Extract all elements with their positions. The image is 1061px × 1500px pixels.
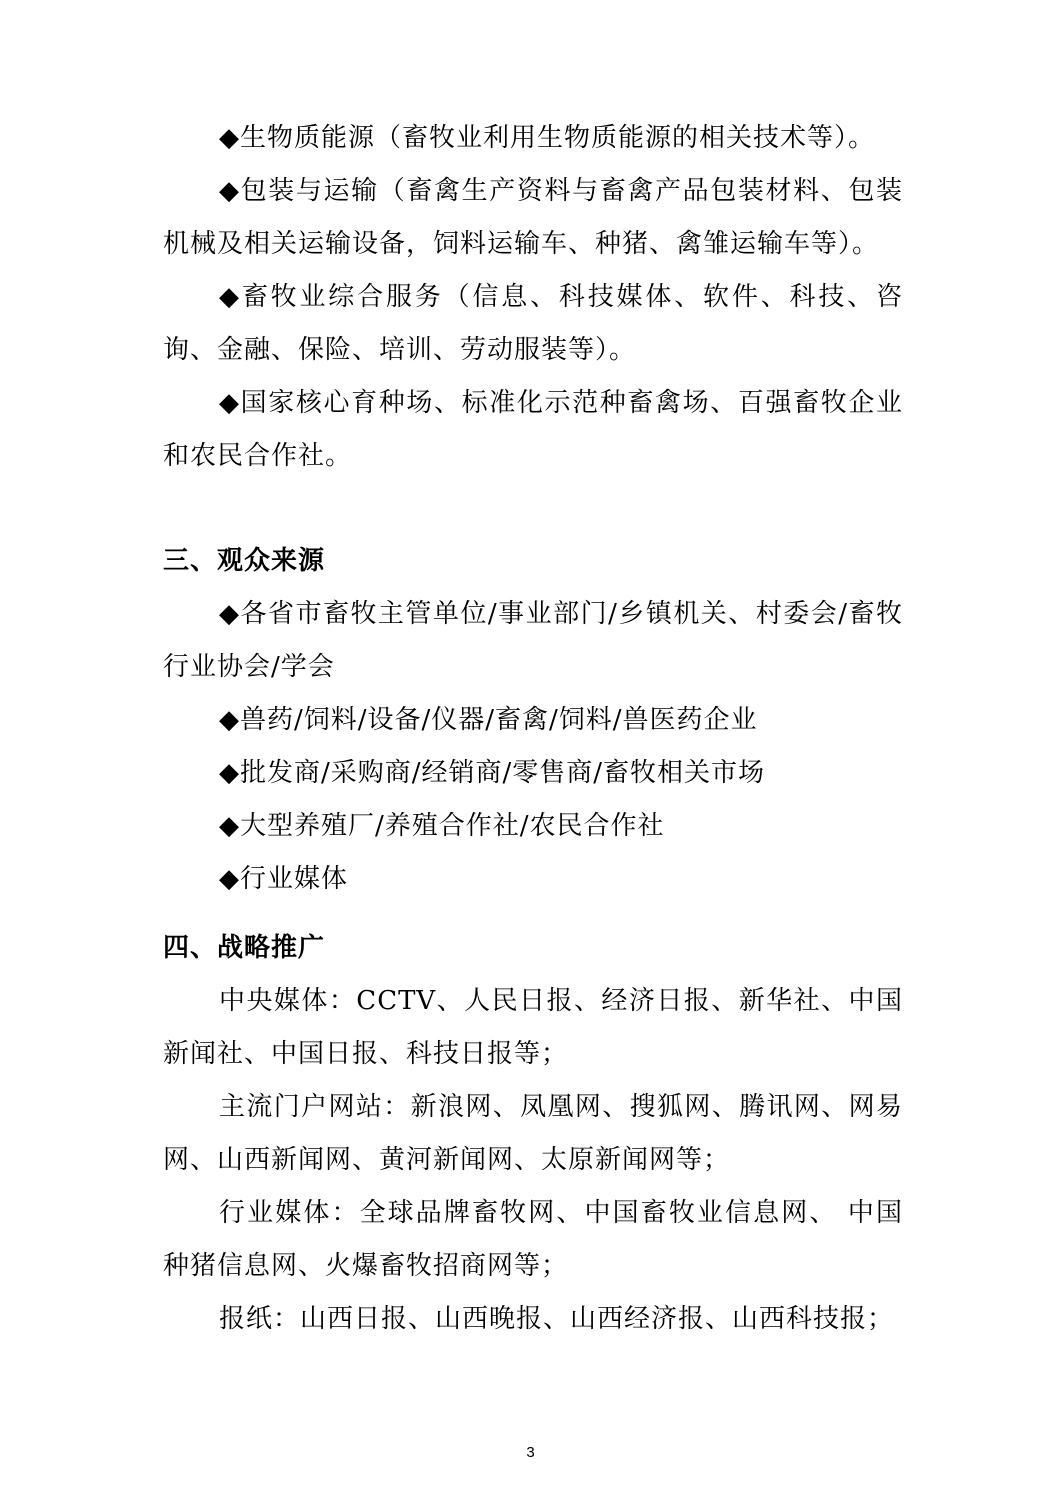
promotion-item-industry-media: 行业媒体：全球品牌畜牧网、中国畜牧业信息网、 中国种猪信息网、火爆畜牧招商网等； <box>163 1198 903 1281</box>
exhibit-item-packaging: ◆包装与运输（畜禽生产资料与畜禽产品包装材料、包装机械及相关运输设备，饲料运输车、种猪、禽雏运输车等）。 <box>163 176 903 259</box>
audience-item: ◆兽药/饲料/设备/仪器/畜禽/饲料/兽医药企业 <box>219 705 758 735</box>
page-number: 3 <box>526 1444 535 1461</box>
promotion-item-central-media: 中央媒体：CCTV、人民日报、经济日报、新华社、中国新闻社、中国日报、科技日报等； <box>163 986 903 1069</box>
exhibit-item-services: ◆畜牧业综合服务（信息、科技媒体、软件、科技、咨询、金融、保险、培训、劳动服装等）。 <box>163 282 903 365</box>
page-content <box>163 112 903 1346</box>
audience-item: ◆大型养殖厂/养殖合作社/农民合作社 <box>219 811 665 841</box>
audience-item: ◆行业媒体 <box>219 864 348 894</box>
promotion-item-portals: 主流门户网站：新浪网、凤凰网、搜狐网、腾讯网、网易网、山西新闻网、黄河新闻网、太原新闻网等； <box>163 1092 903 1175</box>
exhibit-item-breeding-farms: ◆国家核心育种场、标准化示范种畜禽场、百强畜牧企业和农民合作社。 <box>163 388 903 471</box>
section-heading-audience: 三、观众来源 <box>163 546 326 576</box>
audience-item: ◆各省市畜牧主管单位/事业部门/乡镇机关、村委会/畜牧行业协会/学会 <box>163 599 903 682</box>
exhibit-item-biomass: ◆生物质能源（畜牧业利用生物质能源的相关技术等）。 <box>219 123 875 153</box>
promotion-item-newspapers: 报纸：山西日报、山西晚报、山西经济报、山西科技报； <box>219 1304 895 1334</box>
section-heading-promotion: 四、战略推广 <box>163 933 326 963</box>
audience-item: ◆批发商/采购商/经销商/零售商/畜牧相关市场 <box>219 758 766 788</box>
spacer <box>163 906 903 922</box>
spacer <box>163 483 903 535</box>
